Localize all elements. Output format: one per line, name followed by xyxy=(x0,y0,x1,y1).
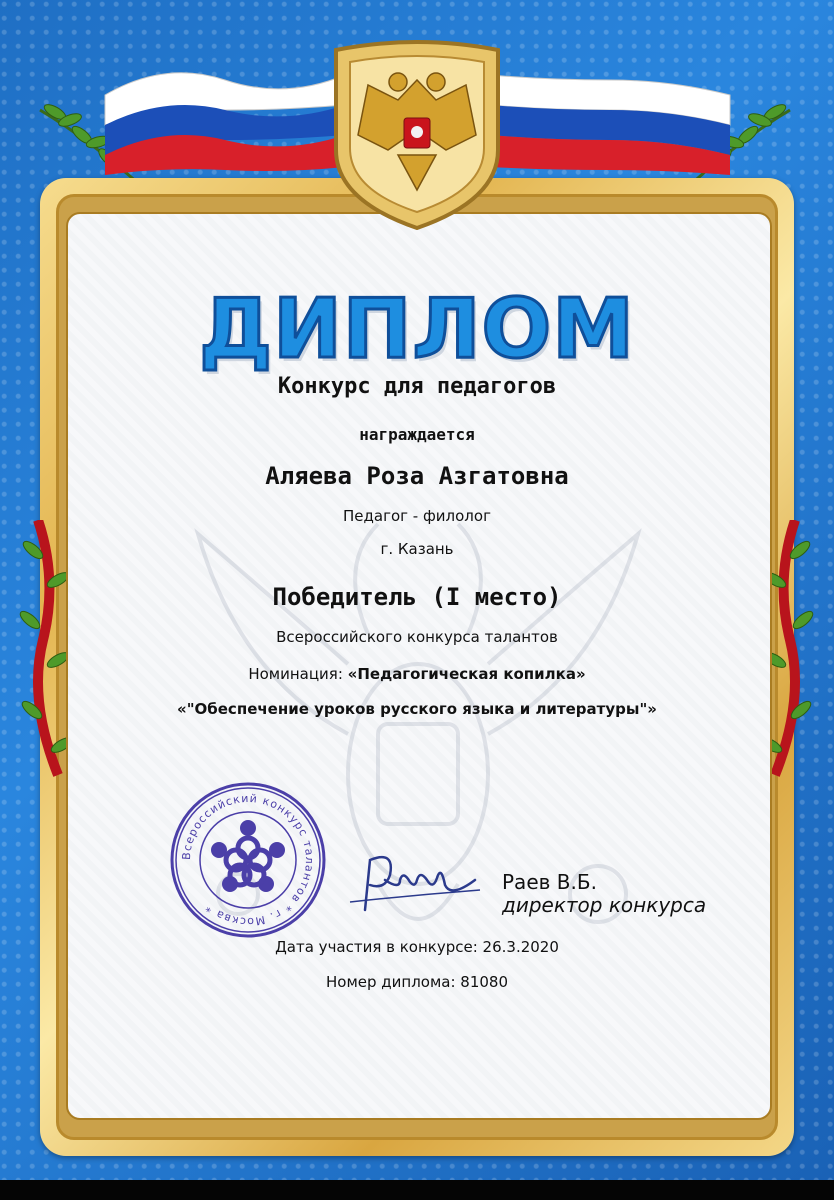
awarded-label: награждается xyxy=(359,425,475,444)
bottom-bar xyxy=(0,1180,834,1200)
diploma-title: ДИПЛОМ xyxy=(199,282,635,377)
recipient-profession: Педагог - филолог xyxy=(343,507,491,525)
contest-subtitle: Конкурс для педагогов xyxy=(277,374,557,399)
recipient-city: г. Казань xyxy=(380,540,454,558)
award-place: Победитель (I место) xyxy=(272,583,562,611)
stamp-ring-text: Всероссийский конкурс талантов * г. Москва * xyxy=(179,791,317,929)
nomination-label: Номинация: xyxy=(248,665,348,683)
contest-stamp xyxy=(168,780,328,940)
recipient-name: Аляева Роза Азгатовна xyxy=(265,462,569,490)
director-name: Раев В.Б. xyxy=(502,870,597,894)
work-title: «"Обеспечение уроков русского языка и литературы"» xyxy=(177,700,657,718)
contest-name: Всероссийского конкурса талантов xyxy=(276,628,558,646)
diploma-number: Номер диплома: 81080 xyxy=(325,973,509,991)
participation-date: Дата участия в конкурсе: 26.3.2020 xyxy=(275,938,559,956)
russian-flag-right xyxy=(480,55,740,175)
russian-flag-left xyxy=(95,55,355,175)
coat-of-arms-icon xyxy=(328,40,506,230)
director-signature xyxy=(345,840,485,920)
nomination-line xyxy=(0,665,834,683)
director-title: директор конкурса xyxy=(502,893,707,917)
nomination-value: «Педагогическая копилка» xyxy=(347,665,586,683)
